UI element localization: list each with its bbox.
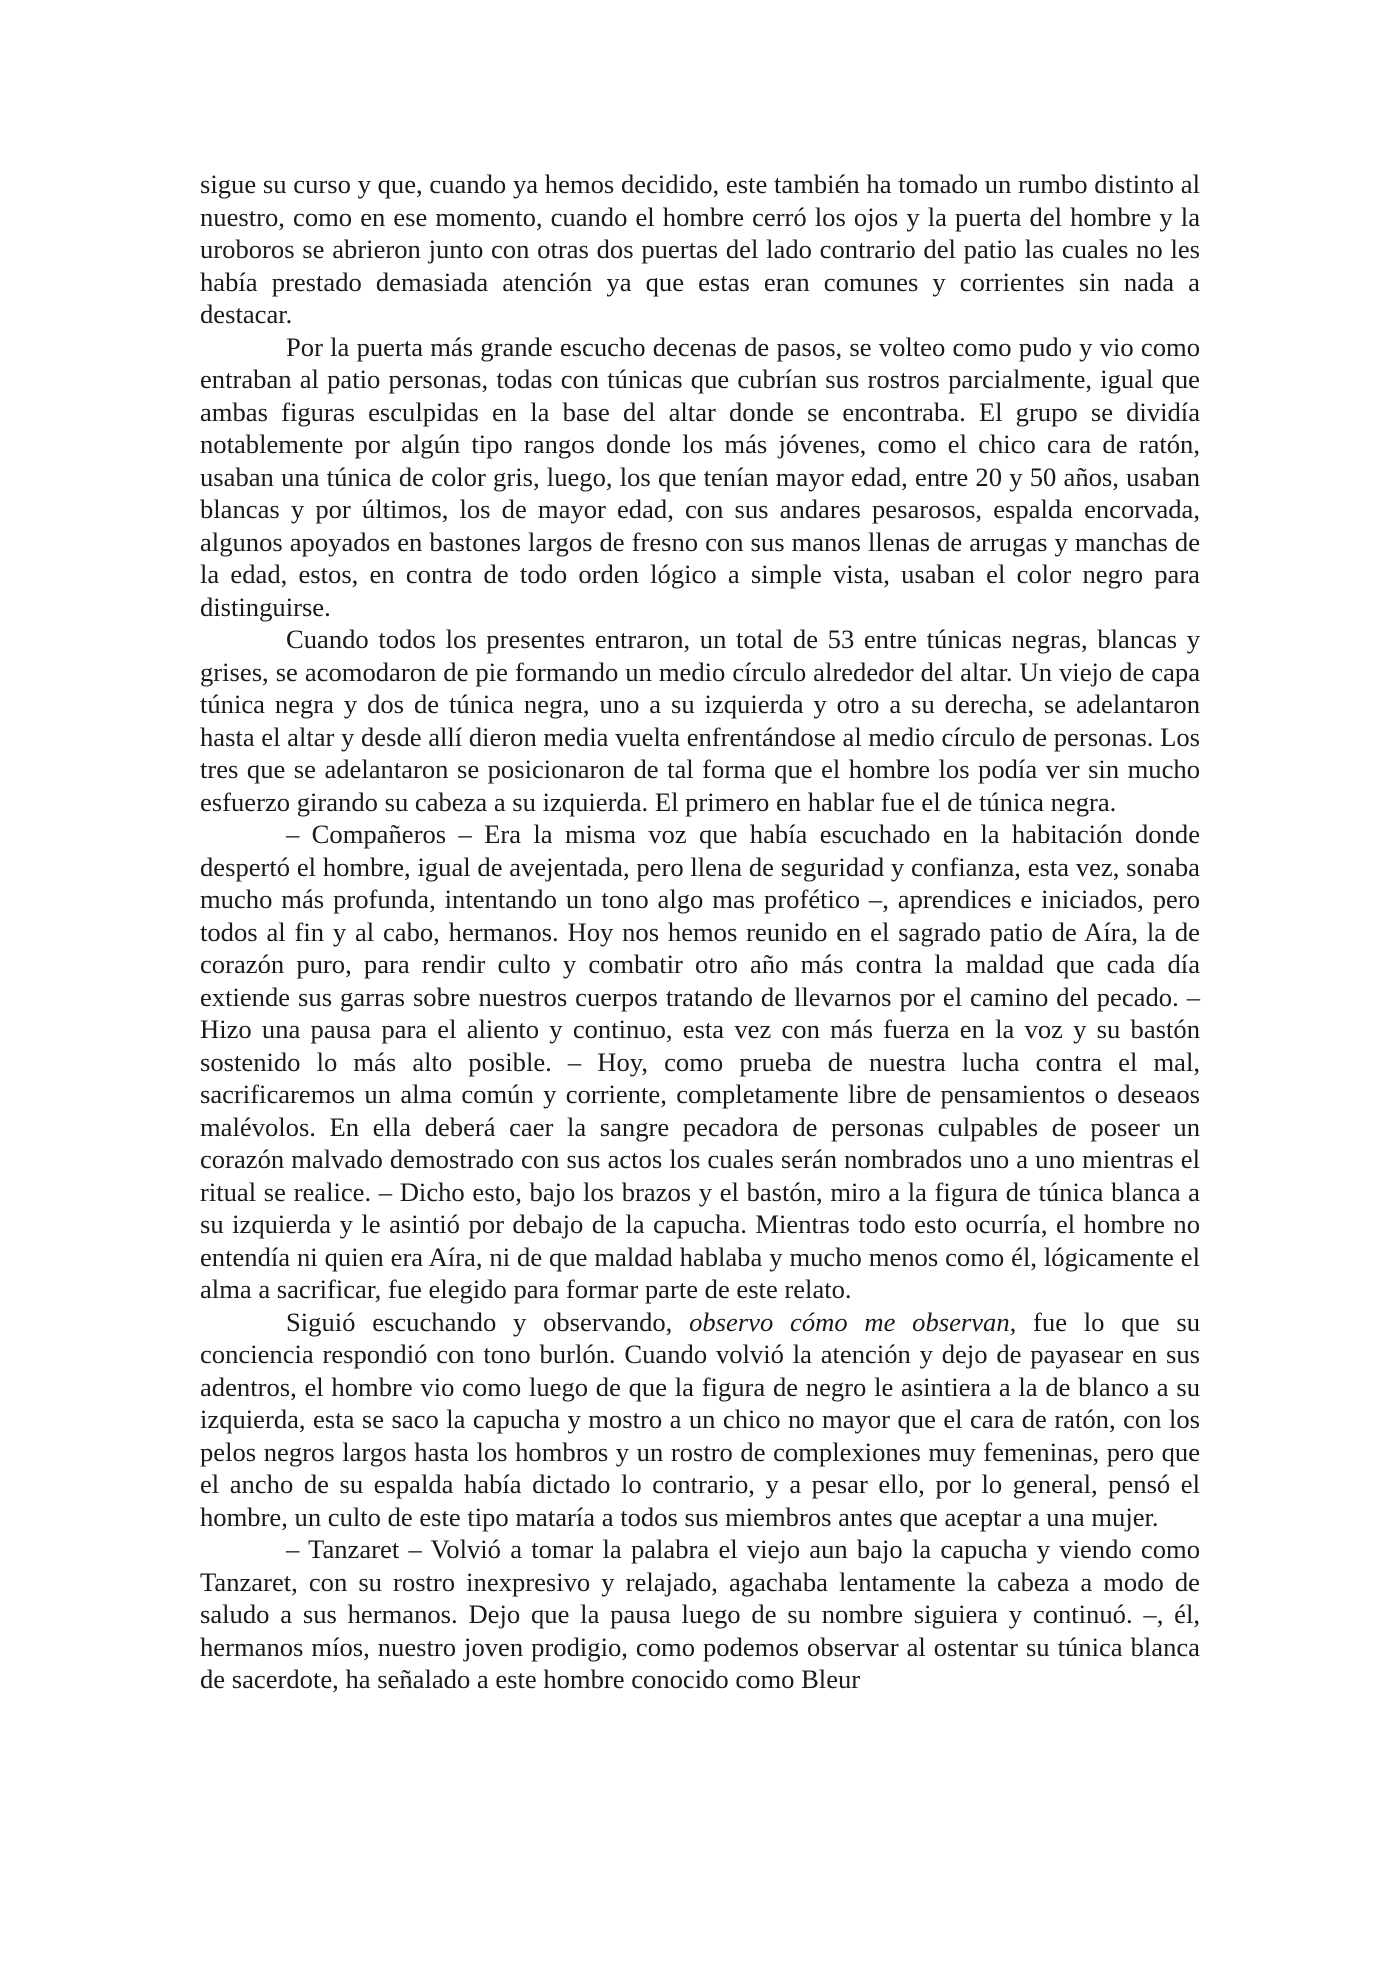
paragraph-3-text: Cuando todos los presentes entraron, un total de 53 entre túnicas negras, blancas y grises, se acomodaron de pie formando un medio círculo alrededor del altar. Un viejo de capa túnica negra y dos de túnica negra, uno a su izquierda y otro a su derecha, se adelantaron hasta el altar y desde allí dieron media vuelta enfrentándose al medio círculo de personas. Los tres que se adelantaron se posicionaron de tal forma que el hombre los podía ver sin mucho esfuerzo girando su cabeza a su izquierda. El primero en hablar fue el de túnica negra. <box>200 624 1200 817</box>
paragraph-1 <box>200 168 1200 331</box>
paragraph-5 <box>200 1306 1200 1534</box>
paragraph-6-text: – Tanzaret – Volvió a tomar la palabra el viejo aun bajo la capucha y viendo como Tanzaret, con su rostro inexpresivo y relajado, agachaba lentamente la cabeza a modo de saludo a sus hermanos. Dejo que la pausa luego de su nombre siguiera y continuó. –, él, hermanos míos, nuestro joven prodigio, como podemos observar al ostentar su túnica blanca de sacerdote, ha señalado a este hombre conocido como Bleur <box>200 1534 1200 1694</box>
paragraph-5-text-a: Siguió escuchando y observando, <box>286 1306 690 1337</box>
document-page <box>200 168 1200 1696</box>
paragraph-2 <box>200 331 1200 624</box>
paragraph-1-text: sigue su curso y que, cuando ya hemos decidido, este también ha tomado un rumbo distinto al nuestro, como en ese momento, cuando el hombre cerró los ojos y la puerta del hombre y la uroboros se abrieron junto con otras dos puertas del lado contrario del patio las cuales no les había prestado demasiada atención ya que estas eran comunes y corrientes sin nada a destacar. <box>200 169 1200 329</box>
paragraph-4 <box>200 818 1200 1306</box>
paragraph-5-text-b: fue lo que su conciencia respondió con tono burlón. Cuando volvió la atención y dejo de payasear en sus adentros, el hombre vio como luego de que la figura de negro le asintiera a la de blanco a su izquierda, esta se saco la capucha y mostro a un chico no mayor que el cara de ratón, con los pelos negros largos hasta los hombros y un rostro de complexiones muy femeninas, pero que el ancho de su espalda había dictado lo contrario, y a pesar ello, por lo general, pensó el hombre, un culto de este tipo mataría a todos sus miembros antes que aceptar a una mujer. <box>200 1306 1201 1532</box>
paragraph-5-italic-phrase: observo cómo me observan, <box>689 1306 1017 1337</box>
paragraph-4-text: – Compañeros – Era la misma voz que había escuchado en la habitación donde despertó el hombre, igual de avejentada, pero llena de seguridad y confianza, esta vez, sonaba mucho más profunda, intentando un tono algo mas profético –, aprendices e iniciados, pero todos al fin y al cabo, hermanos. Hoy nos hemos reunido en el sagrado patio de Aíra, la de corazón puro, para rendir culto y combatir otro año más contra la maldad que cada día extiende sus garras sobre nuestros cuerpos tratando de llevarnos por el camino del pecado. – Hizo una pausa para el aliento y continuo, esta vez con más fuerza en la voz y su bastón sostenido lo más alto posible. – Hoy, como prueba de nuestra lucha contra el mal, sacrificaremos un alma común y corriente, completamente libre de pensamientos o deseaos malévolos. En ella deberá caer la sangre pecadora de personas culpables de poseer un corazón malvado demostrado con sus actos los cuales serán nombrados uno a uno mientras el ritual se realice. – Dicho esto, bajo los brazos y el bastón, miro a la figura de túnica blanca a su izquierda y le asintió por debajo de la capucha. Mientras todo esto ocurría, el hombre no entendía ni quien era Aíra, ni de que maldad hablaba y mucho menos como él, lógicamente el alma a sacrificar, fue elegido para formar parte de este relato. <box>200 819 1200 1304</box>
paragraph-6 <box>200 1533 1200 1696</box>
paragraph-3 <box>200 623 1200 818</box>
paragraph-2-text: Por la puerta más grande escucho decenas de pasos, se volteo como pudo y vio como entraban al patio personas, todas con túnicas que cubrían sus rostros parcialmente, igual que ambas figuras esculpidas en la base del altar donde se encontraba. El grupo se dividía notablemente por algún tipo rangos donde los más jóvenes, como el chico cara de ratón, usaban una túnica de color gris, luego, los que tenían mayor edad, entre 20 y 50 años, usaban blancas y por últimos, los de mayor edad, con sus andares pesarosos, espalda encorvada, algunos apoyados en bastones largos de fresno con sus manos llenas de arrugas y manchas de la edad, estos, en contra de todo orden lógico a simple vista, usaban el color negro para distinguirse. <box>200 331 1200 622</box>
